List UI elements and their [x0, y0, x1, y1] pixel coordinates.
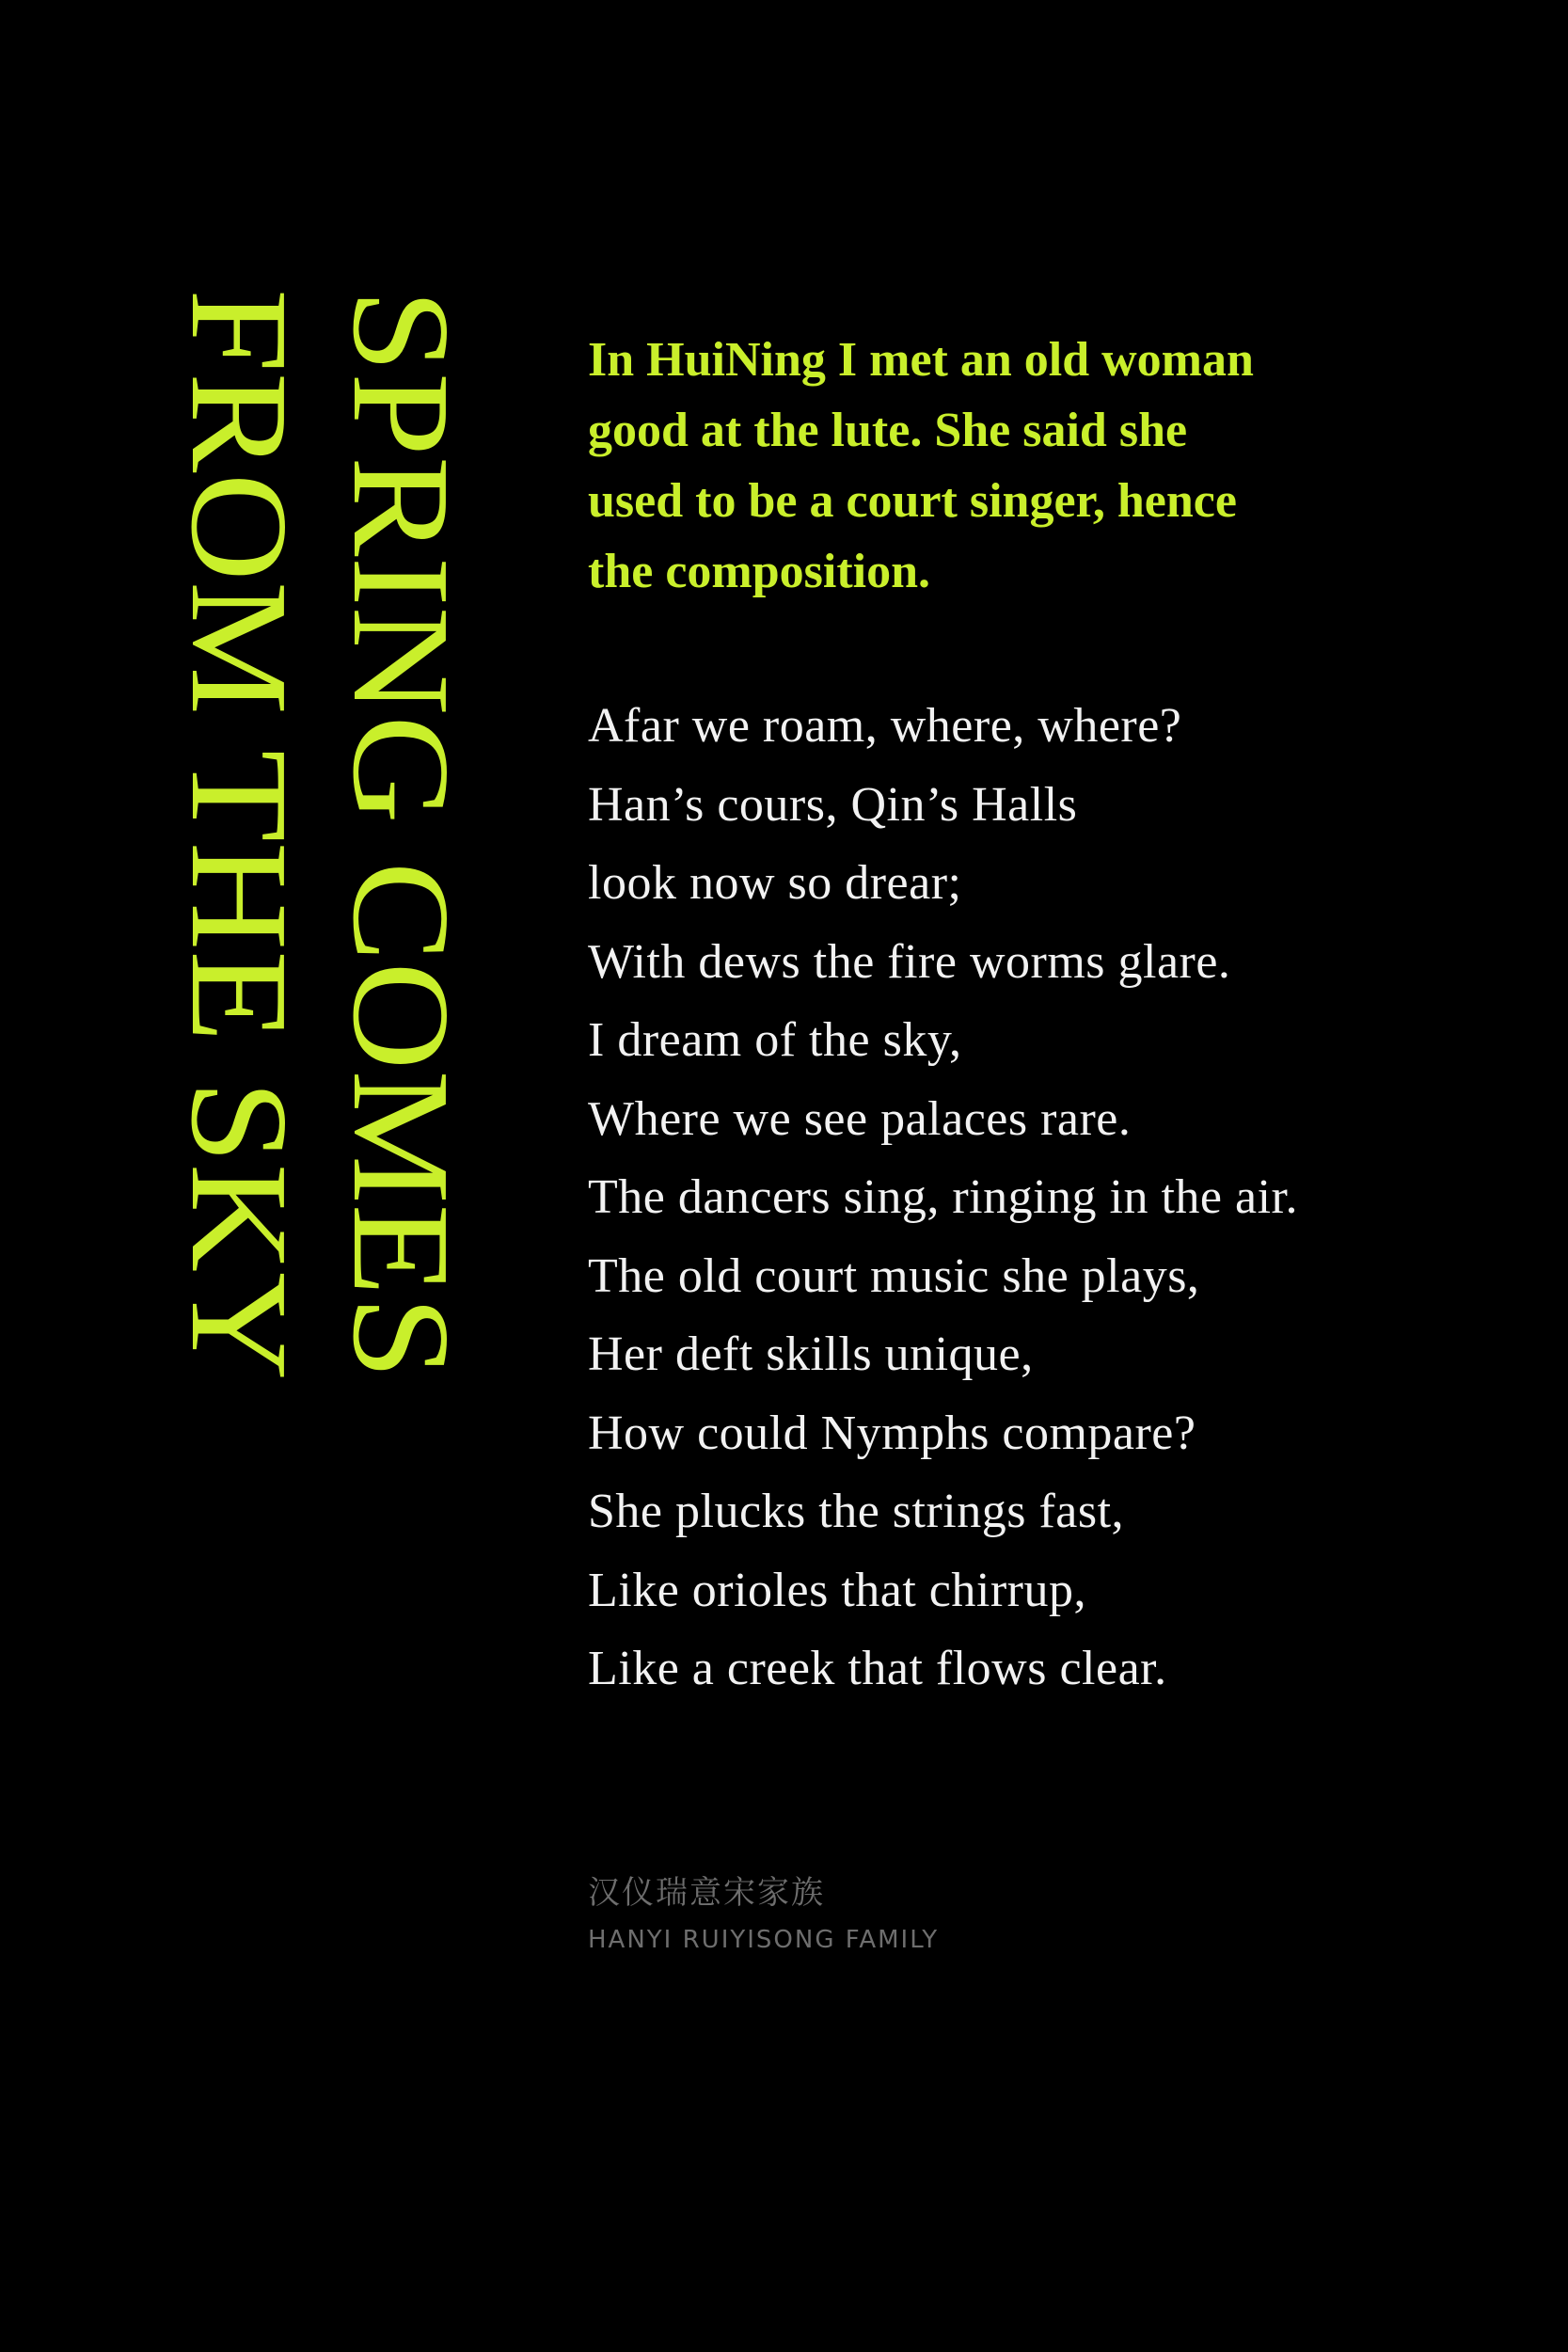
- poem-body: [588, 687, 1528, 1708]
- poem-line: I dream of the sky,: [588, 1013, 962, 1067]
- font-credit-english: HANYI RUIYISONG FAMILY: [588, 1926, 940, 1954]
- poem-line: With dews the fire worms glare.: [588, 934, 1231, 989]
- poem-line: look now so drear;: [588, 856, 962, 910]
- intro-line: the composition.: [588, 545, 930, 598]
- intro-line: In HuiNing I met an old woman: [588, 333, 1254, 387]
- poem-line: Where we see palaces rare.: [588, 1091, 1132, 1146]
- poem-line: The old court music she plays,: [588, 1248, 1200, 1303]
- title-line-1: SPRING COMES: [324, 289, 478, 1380]
- poem-line: Afar we roam, where, where?: [588, 699, 1182, 753]
- poem-line: Her deft skills unique,: [588, 1327, 1034, 1381]
- poem-line: She plucks the strings fast,: [588, 1485, 1125, 1538]
- font-credit: [588, 1872, 939, 1955]
- intro-paragraph: [588, 325, 1434, 607]
- poem-line: Like orioles that chirrup,: [588, 1563, 1086, 1617]
- intro-line: used to be a court singer, hence: [588, 474, 1237, 528]
- poem-line: How could Nymphs compare?: [588, 1406, 1196, 1460]
- font-credit-chinese: 汉仪瑞意宋家族: [588, 1874, 825, 1912]
- poem-line: Like a creek that flows clear.: [588, 1642, 1167, 1695]
- poem-line: Han’s cours, Qin’s Halls: [588, 777, 1078, 832]
- intro-line: good at the lute. She said she: [588, 404, 1188, 457]
- poem-line: The dancers sing, ringing in the air.: [588, 1170, 1298, 1224]
- title-line-2: FROM THE SKY: [162, 289, 316, 1381]
- page-title: [162, 289, 480, 1722]
